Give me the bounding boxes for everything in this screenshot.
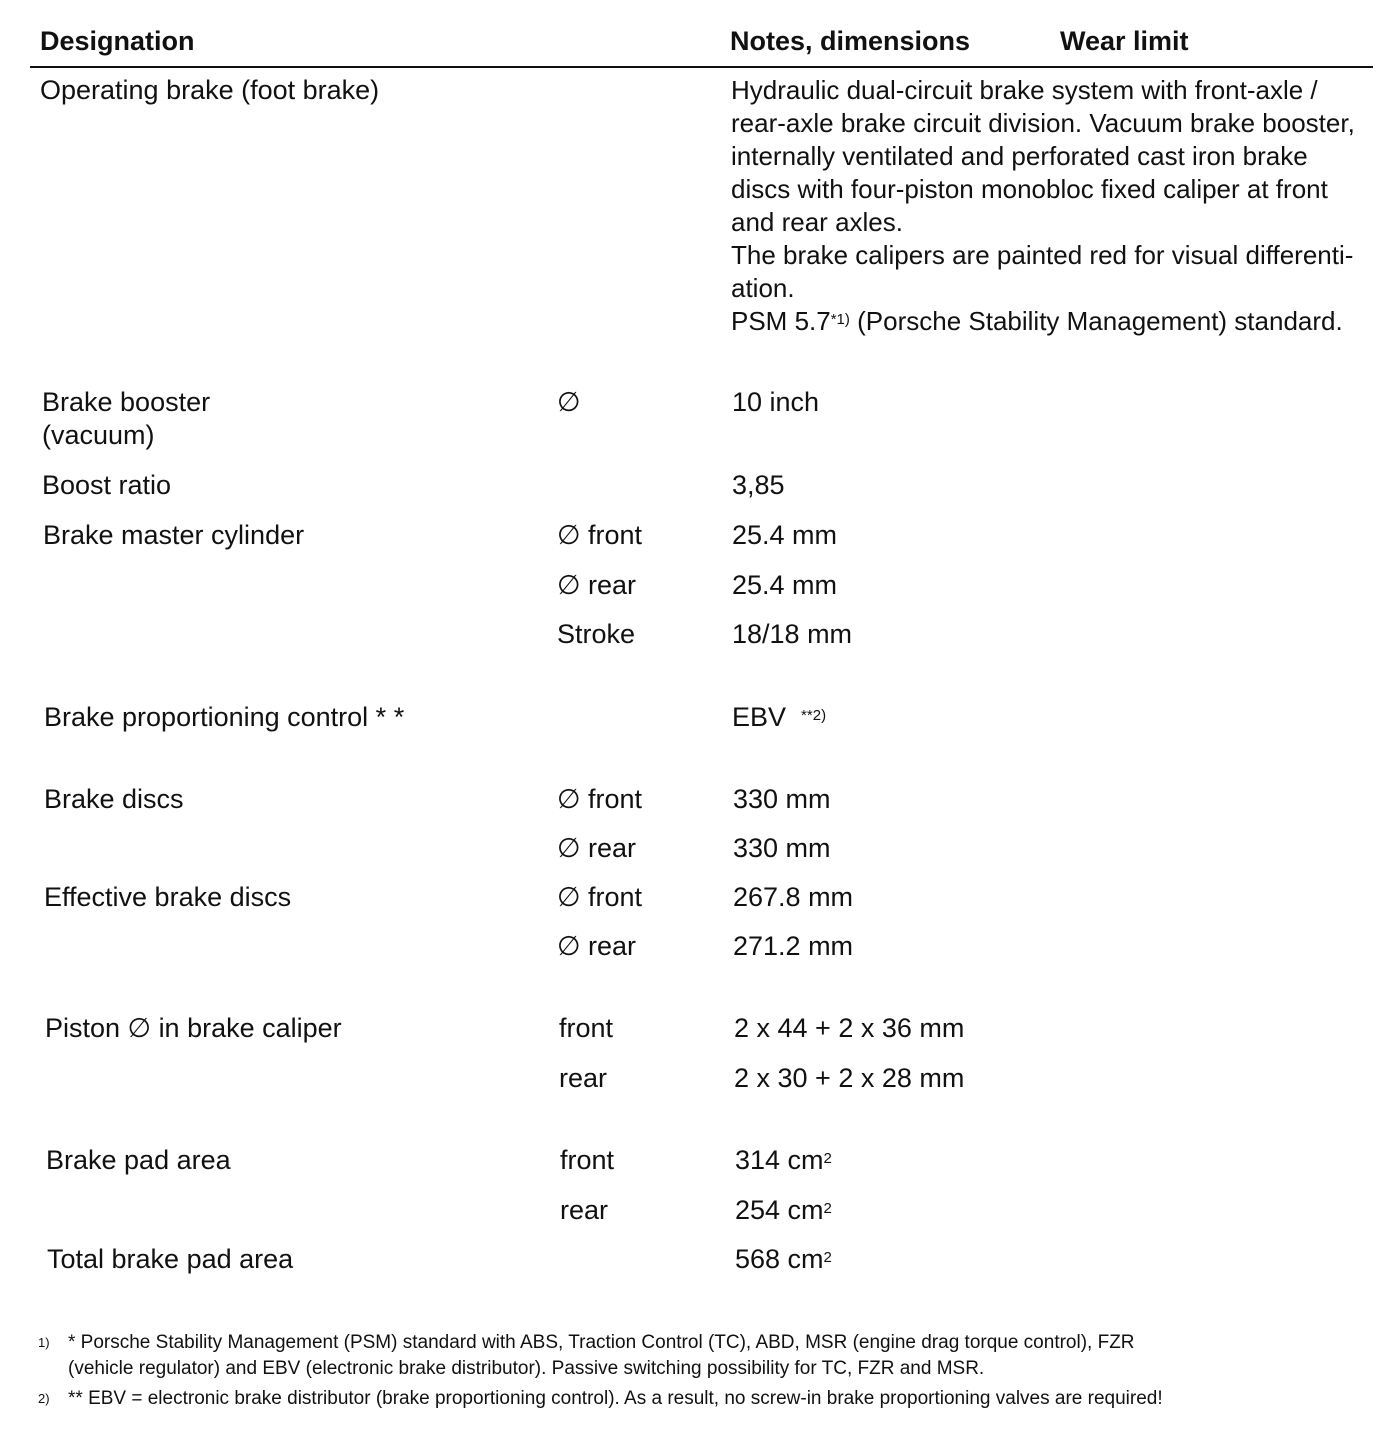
eff-rear-symbol: ∅ rear bbox=[557, 931, 637, 961]
piston-rear-symbol: rear bbox=[559, 1063, 608, 1093]
booster-label-sub: (vacuum) bbox=[42, 420, 155, 450]
proportioning-value bbox=[732, 701, 826, 734]
master-cylinder-label: Brake master cylinder bbox=[43, 520, 305, 550]
master-front-symbol: ∅ front bbox=[557, 520, 643, 550]
piston-rear-value: 2 x 30 + 2 x 28 mm bbox=[734, 1063, 965, 1093]
notes-line: ation. bbox=[731, 273, 795, 303]
psm-suffix: (Porsche Stability Management) standard. bbox=[849, 306, 1343, 336]
footnote-1-line-2: (vehicle regulator) and EBV (electronic brake distributor). Passive switching possibility for TC, FZR and MSR. bbox=[68, 1358, 985, 1379]
operating-brake-label: Operating brake (foot brake) bbox=[40, 75, 380, 105]
psm-prefix: PSM 5.7 bbox=[731, 306, 831, 336]
pad-rear-value bbox=[735, 1194, 832, 1227]
master-stroke-symbol: Stroke bbox=[557, 619, 636, 649]
notes-line: discs with four-piston monobloc fixed caliper at front bbox=[731, 174, 1328, 204]
master-front-value: 25.4 mm bbox=[732, 520, 838, 550]
piston-front-value: 2 x 44 + 2 x 36 mm bbox=[734, 1013, 965, 1043]
squared-mark: 2 bbox=[823, 1200, 832, 1217]
header-rule bbox=[30, 66, 1373, 68]
footnote-2-line-1: ** EBV = electronic brake distributor (brake proportioning control). As a result, no screw-in brake proportioning valves are required! bbox=[68, 1388, 1163, 1409]
booster-symbol: ∅ bbox=[557, 387, 581, 417]
pad-area-label: Brake pad area bbox=[46, 1145, 231, 1175]
operating-brake-notes bbox=[731, 74, 1371, 338]
notes-line: rear-axle brake circuit division. Vacuum brake booster, bbox=[731, 108, 1355, 138]
wear-limit-header: Wear limit bbox=[1060, 26, 1189, 56]
discs-front-value: 330 mm bbox=[733, 784, 831, 814]
notes-line: internally ventilated and perforated cast iron brake bbox=[731, 141, 1308, 171]
pad-rear-number: 254 cm bbox=[735, 1195, 824, 1225]
footnote-1-mark: 1) bbox=[38, 1335, 50, 1350]
psm-footnote-mark: *1) bbox=[830, 311, 850, 328]
pad-rear-symbol: rear bbox=[560, 1195, 609, 1225]
notes-line: and rear axles. bbox=[731, 207, 903, 237]
footnote-1-line-1: * Porsche Stability Management (PSM) standard with ABS, Traction Control (TC), ABD, MSR (engine drag torque control), FZR bbox=[68, 1332, 1135, 1353]
discs-rear-value: 330 mm bbox=[733, 833, 831, 863]
pad-front-symbol: front bbox=[560, 1145, 615, 1175]
eff-rear-value: 271.2 mm bbox=[733, 931, 854, 961]
booster-value: 10 inch bbox=[732, 387, 820, 417]
proportioning-label: Brake proportioning control * * bbox=[44, 702, 405, 732]
total-pad-value bbox=[735, 1243, 832, 1276]
ebv-text: EBV bbox=[732, 702, 787, 732]
eff-front-value: 267.8 mm bbox=[733, 882, 854, 912]
psm-line bbox=[731, 305, 1371, 338]
ebv-footnote-mark: **2) bbox=[801, 707, 827, 724]
notes-line: The brake calipers are painted red for visual differenti- bbox=[731, 240, 1354, 270]
footnote-2-mark: 2) bbox=[38, 1391, 50, 1406]
discs-front-symbol: ∅ front bbox=[557, 784, 643, 814]
eff-front-symbol: ∅ front bbox=[557, 882, 643, 912]
piston-label: Piston ∅ in brake caliper bbox=[45, 1013, 342, 1043]
total-pad-label: Total brake pad area bbox=[47, 1244, 294, 1274]
master-rear-symbol: ∅ rear bbox=[557, 570, 637, 600]
designation-header: Designation bbox=[40, 26, 195, 56]
effective-discs-label: Effective brake discs bbox=[44, 882, 292, 912]
pad-front-value bbox=[735, 1144, 832, 1177]
squared-mark: 2 bbox=[823, 1150, 832, 1167]
total-pad-number: 568 cm bbox=[735, 1244, 824, 1274]
pad-front-number: 314 cm bbox=[735, 1145, 824, 1175]
discs-rear-symbol: ∅ rear bbox=[557, 833, 637, 863]
brake-discs-label: Brake discs bbox=[44, 784, 184, 814]
notes-header: Notes, dimensions bbox=[730, 26, 971, 56]
booster-label: Brake booster bbox=[42, 387, 211, 417]
master-rear-value: 25.4 mm bbox=[732, 570, 838, 600]
piston-front-symbol: front bbox=[559, 1013, 614, 1043]
boost-ratio-label: Boost ratio bbox=[42, 470, 172, 500]
master-stroke-value: 18/18 mm bbox=[732, 619, 853, 649]
squared-mark: 2 bbox=[823, 1249, 832, 1266]
notes-line: Hydraulic dual-circuit brake system with front-axle / bbox=[731, 75, 1318, 105]
boost-ratio-value: 3,85 bbox=[732, 470, 785, 500]
